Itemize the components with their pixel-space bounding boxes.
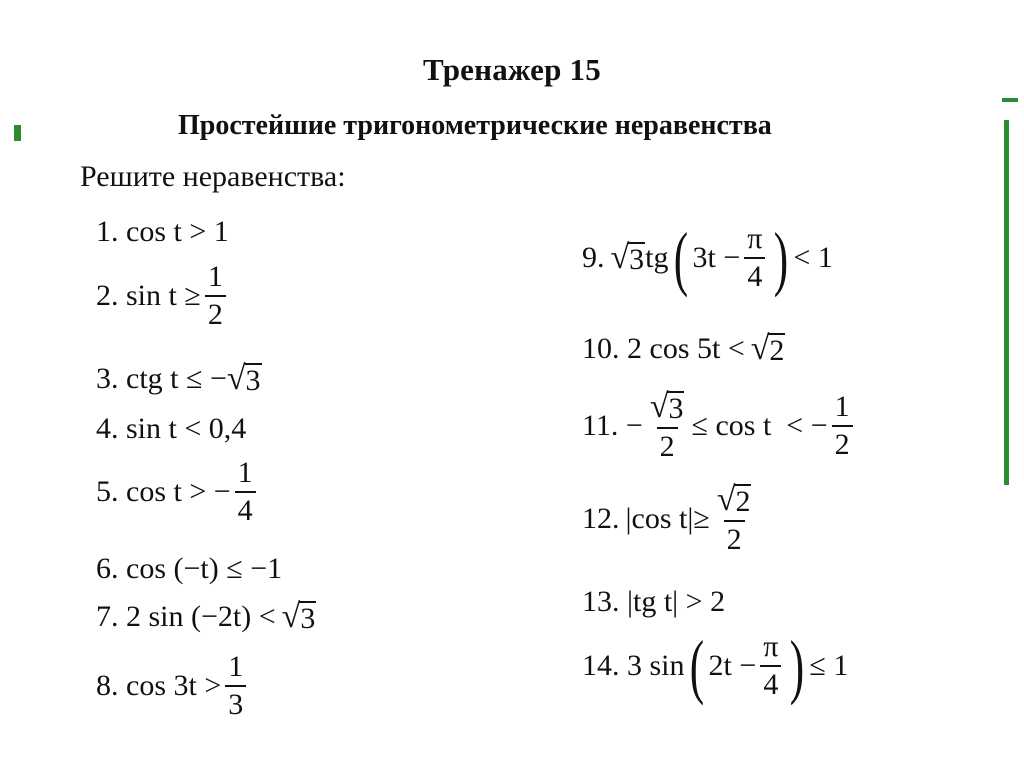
exercise-1-text: 1. cos t > 1 xyxy=(96,215,229,248)
sqrt-expression xyxy=(714,483,755,520)
radicand: 2 xyxy=(735,484,751,518)
page-title: Тренажер 15 xyxy=(423,52,601,87)
top-accent-mark xyxy=(1002,98,1018,102)
exercise-3 xyxy=(96,362,262,396)
radical-sign-icon: √ xyxy=(649,388,669,425)
exercise-12-fraction xyxy=(714,483,755,555)
fraction-denominator: 2 xyxy=(205,295,226,330)
left-paren-icon: ( xyxy=(673,218,688,298)
exercise-11-fraction-right xyxy=(832,392,853,460)
radical-sign-icon: √ xyxy=(610,239,630,276)
exercise-9-suffix: < 1 xyxy=(793,241,833,274)
fraction-denominator: 2 xyxy=(832,425,853,460)
exercise-1 xyxy=(96,217,229,247)
left-accent-bar xyxy=(14,125,21,141)
sqrt-expression xyxy=(647,390,688,427)
exercise-10-prefix: 10. 2 cos 5t < xyxy=(582,332,745,365)
instruction-text: Решите неравенства: xyxy=(80,160,346,193)
radicand: 2 xyxy=(769,333,785,367)
fraction-numerator: π xyxy=(763,630,779,663)
left-paren-icon: ( xyxy=(689,626,704,706)
exercise-14-fraction xyxy=(760,632,781,700)
exercise-5 xyxy=(96,458,260,526)
exercise-12 xyxy=(582,483,758,555)
radical-sign-icon: √ xyxy=(750,330,770,367)
exercise-10 xyxy=(582,332,785,366)
right-paren-icon: ) xyxy=(790,626,805,706)
radical-sign-icon: √ xyxy=(281,598,301,635)
fraction-numerator: 1 xyxy=(237,456,253,489)
sqrt-expression xyxy=(751,332,786,366)
exercise-13 xyxy=(582,587,725,617)
exercise-14 xyxy=(582,626,849,706)
radicand: 3 xyxy=(300,601,316,635)
fraction-denominator: 2 xyxy=(724,520,745,555)
fraction-denominator: 2 xyxy=(657,427,678,462)
exercise-12-rel: ≥ xyxy=(693,502,710,535)
fraction-denominator: 4 xyxy=(760,665,781,700)
exercise-5-fraction xyxy=(235,458,256,526)
sqrt-expression xyxy=(282,600,317,634)
fraction-numerator: 1 xyxy=(834,390,850,423)
exercise-14-suffix: ≤ 1 xyxy=(809,649,849,682)
right-paren-icon: ) xyxy=(774,218,789,298)
exercise-2-fraction xyxy=(205,262,226,330)
exercise-14-inner: 2t − xyxy=(708,649,757,682)
fraction-numerator: 1 xyxy=(207,260,223,293)
exercise-6-text: 6. cos (−t) ≤ −1 xyxy=(96,552,283,585)
sqrt-expression xyxy=(611,241,646,275)
fraction-denominator: 3 xyxy=(225,685,246,720)
page-subtitle: Простейшие тригонометрические неравенства xyxy=(178,110,772,141)
fraction-denominator: 4 xyxy=(235,491,256,526)
exercise-14-prefix: 14. 3 sin xyxy=(582,649,685,682)
exercise-11-prefix: 11. − xyxy=(582,409,643,442)
radicand: 3 xyxy=(668,391,684,425)
exercise-5-prefix: 5. cos t > − xyxy=(96,475,231,508)
exercise-11-mid: ≤ cos t < − xyxy=(691,409,828,442)
exercise-9-func: tg xyxy=(645,241,669,274)
right-accent-bar xyxy=(1004,120,1009,485)
exercise-7-prefix: 7. 2 sin (−2t) < xyxy=(96,600,276,633)
exercise-8-fraction xyxy=(225,652,246,720)
exercise-9 xyxy=(582,218,833,298)
exercise-7 xyxy=(96,600,316,634)
exercise-11 xyxy=(582,390,857,462)
fraction-numerator: π xyxy=(747,222,763,255)
fraction-denominator: 4 xyxy=(744,257,765,292)
exercise-3-prefix: 3. ctg t ≤ − xyxy=(96,362,227,395)
exercise-4-text: 4. sin t < 0,4 xyxy=(96,412,247,445)
exercise-9-prefix: 9. xyxy=(582,241,605,274)
exercise-9-inner: 3t − xyxy=(692,241,741,274)
radicand: 3 xyxy=(245,363,261,397)
exercise-12-prefix: 12. xyxy=(582,502,620,535)
radicand: 3 xyxy=(629,242,645,276)
exercise-12-abs: |cos t| xyxy=(625,502,694,535)
radical-sign-icon: √ xyxy=(226,360,246,397)
exercise-11-fraction-left xyxy=(647,390,688,462)
exercise-8 xyxy=(96,652,250,720)
exercise-2 xyxy=(96,262,230,330)
fraction-numerator: 1 xyxy=(228,650,244,683)
exercise-13-text: 13. |tg t| > 2 xyxy=(582,585,726,618)
exercise-9-fraction xyxy=(744,224,765,292)
exercise-6 xyxy=(96,554,282,584)
radical-sign-icon: √ xyxy=(716,481,736,518)
sqrt-expression xyxy=(227,362,262,396)
exercise-2-prefix: 2. sin t ≥ xyxy=(96,279,201,312)
exercise-4 xyxy=(96,414,246,444)
exercise-8-prefix: 8. cos 3t > xyxy=(96,669,222,702)
